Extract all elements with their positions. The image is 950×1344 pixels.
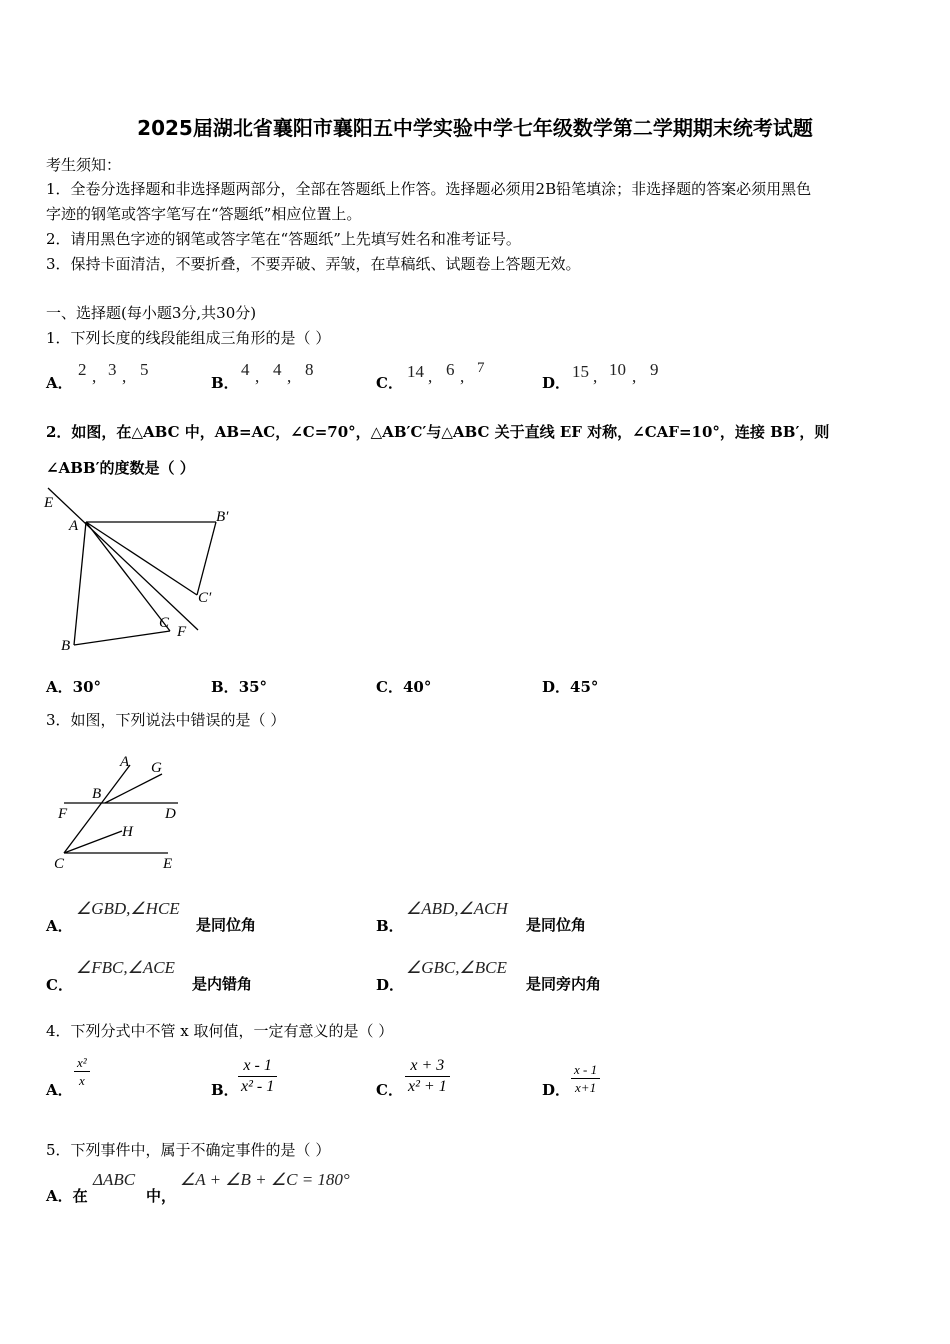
q2-label-c: C (159, 615, 170, 631)
q2-option-b-label: B． (211, 678, 239, 696)
q1-option-d[interactable] (542, 372, 570, 393)
q3-option-d-label: D． (376, 976, 405, 994)
q3-label-a: A (120, 754, 130, 770)
q1-a-comma2: , (122, 367, 127, 386)
q1-d-val2: 10 (609, 360, 626, 379)
q3-option-a-label: A． (46, 917, 73, 935)
q3-option-b-label: B． (376, 917, 404, 935)
q3-option-c-math: ∠FBC,∠ACE (76, 958, 175, 977)
page-title: 2025届湖北省襄阳市襄阳五中学实验中学七年级数学第二学期期末统考试题 (137, 116, 813, 140)
q3-option-b-math: ∠ABD,∠ACH (406, 899, 508, 918)
q4-option-c-label: C． (376, 1081, 403, 1099)
q3-stem: 3．如图，下列说法中错误的是（ ） (46, 711, 286, 729)
q3-label-h: H (122, 824, 133, 840)
q1-d-comma2: , (632, 367, 637, 386)
q4-option-b-denominator: x² - 1 (241, 1078, 275, 1095)
q3-option-a-math: ∠GBD,∠HCE (76, 899, 180, 918)
q4-option-d-fraction (571, 1061, 600, 1096)
q2-stem-line2: ∠ABB′的度数是（ ） (46, 459, 195, 477)
notice-heading: 考生须知： (46, 156, 122, 174)
q1-a-val1: 2 (78, 360, 87, 379)
q2-label-e: E (44, 495, 54, 511)
q2-option-b-value: 35° (238, 678, 268, 696)
q1-c-comma1: , (428, 367, 433, 386)
q1-option-c-label: C． (376, 374, 403, 392)
q4-stem: 4．下列分式中不管 x 取何值，一定有意义的是（ ） (46, 1022, 394, 1040)
q2-segment-b1c1 (197, 522, 216, 595)
q2-option-c-value: 40° (402, 678, 432, 696)
notice-item-1-cont: 字迹的钢笔或答字笔写在“答题纸”相应位置上。 (46, 205, 362, 223)
q1-d-val1: 15 (572, 362, 589, 381)
notice-item-2: 2．请用黑色字迹的钢笔或答字笔在“答题纸”上先填写姓名和准考证号。 (46, 230, 521, 248)
q4-option-a-fraction (74, 1054, 90, 1089)
q1-option-b[interactable] (211, 372, 239, 393)
q1-d-val3: 9 (650, 360, 659, 379)
q3-option-c-text: 是内错角 (192, 975, 253, 993)
q1-option-b-label: B． (211, 374, 239, 392)
q3-label-c: C (54, 856, 65, 872)
q4-option-d-denominator: x+1 (575, 1080, 597, 1095)
q1-c-val2: 6 (446, 360, 455, 379)
notice-item-1: 1．全卷分选择题和非选择题两部分，全部在答题纸上作答。选择题必须用2B铅笔填涂；非选择题的答案必须用黑色 (46, 180, 812, 198)
q2-option-d-label: D． (542, 678, 571, 696)
q2-label-b: B (61, 638, 71, 654)
q2-label-c1: C′ (198, 590, 212, 606)
q2-segment-bc (74, 631, 170, 645)
q2-label-f: F (177, 624, 187, 640)
q5-option-a-mid: 中， (146, 1187, 177, 1205)
q2-label-b1: B′ (216, 509, 229, 525)
q4-option-c[interactable] (376, 1079, 403, 1100)
q4-option-a-denominator: x (78, 1073, 85, 1088)
q1-a-val2: 3 (108, 360, 117, 379)
q4-option-d-label: D． (542, 1081, 571, 1099)
q3-label-g: G (151, 760, 162, 776)
q3-label-d: D (165, 806, 176, 822)
q2-line-ef (48, 488, 198, 630)
q2-option-a[interactable] (46, 676, 101, 697)
q2-figure (40, 485, 240, 660)
q2-segment-ab (74, 522, 86, 645)
q5-option-a-equation: ∠A + ∠B + ∠C = 180° (180, 1170, 350, 1189)
q1-a-comma1: , (92, 367, 97, 386)
q4-option-a[interactable] (46, 1079, 73, 1100)
q1-b-comma1: , (255, 367, 260, 386)
q3-label-e: E (163, 856, 173, 872)
q2-option-c[interactable] (376, 676, 431, 697)
q3-option-d-math: ∠GBC,∠BCE (406, 958, 507, 977)
q5-option-a-pre: 在 (72, 1187, 88, 1205)
q4-option-b-numerator: x - 1 (238, 1056, 277, 1077)
q1-option-a-label: A． (46, 374, 73, 392)
q3-label-f: F (58, 806, 68, 822)
q3-figure (50, 748, 190, 873)
q2-segment-ac1 (86, 522, 197, 595)
q2-segment-ac (86, 522, 170, 631)
q3-option-d-text: 是同旁内角 (526, 975, 602, 993)
notice-item-3: 3．保持卡面清洁，不要折叠，不要弄破、弄皱，在草稿纸、试题卷上答题无效。 (46, 255, 581, 273)
q1-b-val2: 4 (273, 360, 282, 379)
q1-a-val3: 5 (140, 360, 149, 379)
q4-option-c-fraction (405, 1056, 450, 1097)
q1-c-val1: 14 (407, 362, 424, 381)
q3-option-b-text: 是同位角 (526, 916, 587, 934)
q2-option-a-label: A． (46, 678, 73, 696)
q4-option-b-fraction (238, 1056, 277, 1097)
q4-option-d[interactable] (542, 1079, 570, 1100)
q3-label-b: B (92, 786, 102, 802)
q4-option-a-numerator: x² (74, 1054, 90, 1072)
q5-option-a-triangle: ΔABC (93, 1170, 136, 1189)
q5-stem: 5．下列事件中，属于不确定事件的是（ ） (46, 1141, 331, 1159)
q1-b-comma2: , (287, 367, 292, 386)
q2-stem-line1: 2．如图，在△ABC 中，AB=AC，∠C=70°，△AB′C′与△ABC 关于直线 EF 对称，∠CAF=10°，连接 BB′，则 (46, 423, 830, 441)
q1-option-a[interactable] (46, 372, 73, 393)
q4-option-a-label: A． (46, 1081, 73, 1099)
q1-b-val1: 4 (241, 360, 250, 379)
q2-option-d-value: 45° (570, 678, 599, 696)
q4-option-c-denominator: x² + 1 (408, 1078, 447, 1095)
q2-option-c-label: C． (376, 678, 403, 696)
q3-option-a-text: 是同位角 (196, 916, 257, 934)
q4-option-c-numerator: x + 3 (405, 1056, 450, 1077)
q2-option-d[interactable] (542, 676, 598, 697)
section-heading: 一、选择题(每小题3分,共30分) (46, 304, 257, 322)
q2-option-b[interactable] (211, 676, 267, 697)
q1-option-c[interactable] (376, 372, 403, 393)
q1-b-val3: 8 (305, 360, 314, 379)
q3-option-c-label: C． (46, 976, 73, 994)
q1-option-d-label: D． (542, 374, 571, 392)
q5-option-a-label: A． (46, 1187, 73, 1205)
q3-line-bg (105, 774, 162, 803)
q1-c-val3: 7 (477, 360, 485, 376)
q2-option-a-value: 30° (72, 678, 102, 696)
q1-c-comma2: , (460, 367, 465, 386)
q4-option-b-label: B． (211, 1081, 239, 1099)
q5-option-a[interactable] (46, 1185, 88, 1206)
q2-label-a: A (69, 518, 79, 534)
q1-d-comma1: , (593, 367, 598, 386)
q1-stem: 1．下列长度的线段能组成三角形的是（ ） (46, 329, 331, 347)
q4-option-d-numerator: x - 1 (571, 1061, 600, 1079)
q4-option-b[interactable] (211, 1079, 239, 1100)
